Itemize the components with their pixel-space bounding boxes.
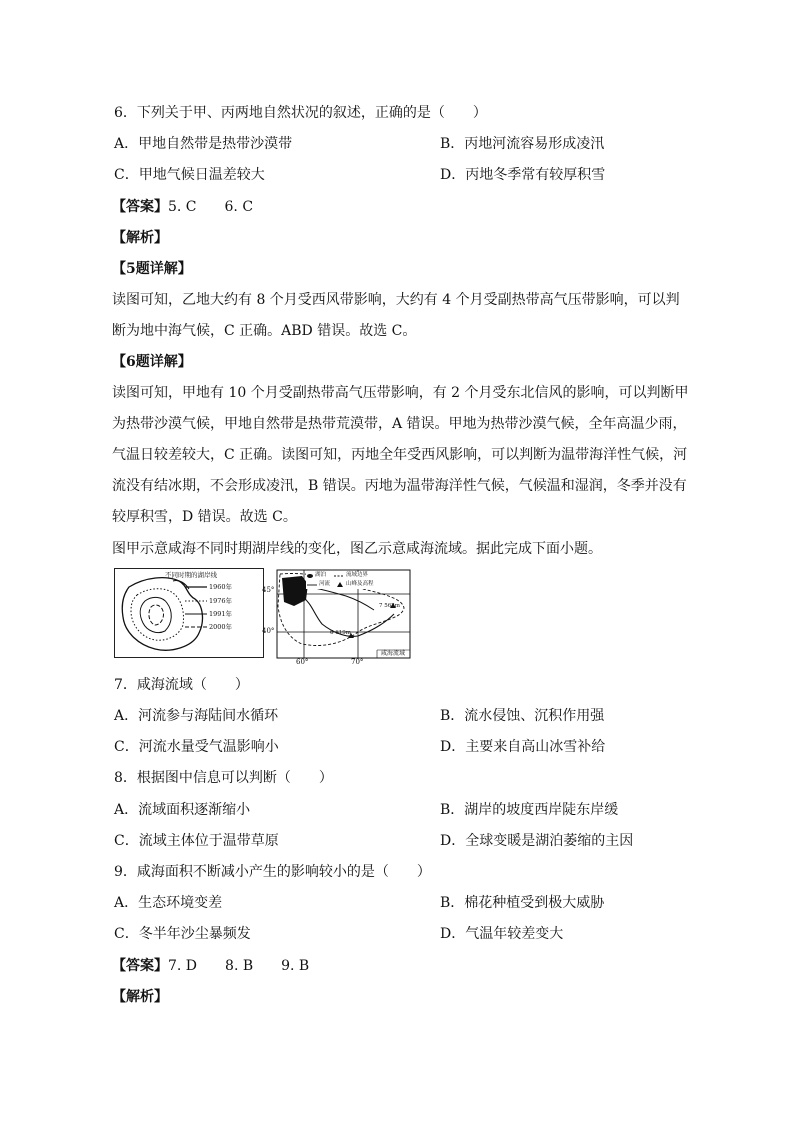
- q8-option-a: A．流域面积逐渐缩小: [114, 802, 251, 818]
- shoreline-2000: [149, 605, 164, 625]
- legend-1991: 1991年: [209, 610, 233, 618]
- figure-b-caption: 咸海流域: [381, 650, 406, 657]
- lon-70-label: 70°: [351, 658, 364, 666]
- analysis-heading: 【解析】: [112, 230, 168, 246]
- q9-option-c: C．冬半年沙尘暴频发: [114, 926, 251, 942]
- q7-option-d: D．主要来自高山冰雪补给: [440, 739, 606, 755]
- legend-2000: 2000年: [209, 623, 233, 631]
- answer-value: 5. C 6. C: [168, 199, 254, 215]
- detail-5-line: 读图可知，乙地大约有 8 个月受西风带影响，大约有 4 个月受副热带高气压带影响，可以判: [112, 292, 680, 308]
- q9-option-d: D．气温年较差变大: [440, 926, 564, 942]
- detail-6-title: 【6题详解】: [112, 354, 192, 370]
- detail-5-title: 【5题详解】: [112, 261, 192, 277]
- figure-a-title: 不同时期的湖岸线: [165, 571, 217, 579]
- q6-option-c: C．甲地气候日温差较大: [114, 167, 265, 183]
- detail-6-line: 气温日较差较大，C 正确。读图可知，丙地全年受西风影响，可以判断为温带海洋性气候，河: [112, 447, 688, 463]
- legend-1976: 1976年: [209, 597, 233, 605]
- detail-6-line: 读图可知，甲地有 10 个月受副热带高气压带影响，有 2 个月受东北信风的影响，可以判断甲: [112, 385, 689, 401]
- answer-7-9: [112, 957, 309, 975]
- detail-6-line: 为热带沙漠气候，甲地自然带是热带荒漠带，A 错误。甲地为热带沙漠气候，全年高温少雨，: [112, 416, 687, 432]
- q7-option-a: A．河流参与海陆间水循环: [114, 708, 279, 724]
- q6-option-d: D．丙地冬季常有较厚积雪: [440, 167, 606, 183]
- legend-1960: 1960年: [209, 583, 233, 591]
- peak-elevation-1: 7 562m: [379, 603, 400, 609]
- q8-option-d: D．全球变暖是湖泊萎缩的主因: [440, 833, 634, 849]
- q9-option-a: A．生态环境变差: [114, 895, 223, 911]
- lon-60-label: 60°: [296, 658, 309, 666]
- lat-40-label: 40°: [262, 627, 275, 635]
- q8-stem: 8．根据图中信息可以判断（ ）: [114, 770, 333, 786]
- figure-a-shorelines: [114, 568, 264, 658]
- legend-boundary: 流域边界: [346, 572, 369, 578]
- legend-river: 河流: [319, 581, 331, 587]
- q6-option-a: A．甲地自然带是热带沙漠带: [114, 136, 293, 152]
- answer-value: 7. D 8. B 9. B: [168, 958, 310, 974]
- legend-lake: 湖泊: [315, 572, 327, 578]
- lake-legend-icon: [307, 574, 313, 578]
- island-outline: [173, 580, 189, 589]
- q6-stem: 6．下列关于甲、丙两地自然状况的叙述，正确的是（ ）: [114, 105, 487, 121]
- detail-5-line: 断为地中海气候，C 正确。ABD 错误。故选 C。: [112, 323, 417, 339]
- q6-option-b: B．丙地河流容易形成凌汛: [440, 136, 605, 152]
- answer-label: 【答案】: [112, 958, 168, 974]
- q7-option-c: C．河流水量受气温影响小: [114, 739, 279, 755]
- q8-option-b: B．湖岸的坡度西岸陡东岸缓: [440, 802, 619, 818]
- peak-elevation-2: 6 619m: [330, 630, 351, 636]
- lat-45-label: 45°: [262, 586, 275, 594]
- q9-stem: 9．咸海面积不断减小产生的影响较小的是（ ）: [114, 864, 431, 880]
- analysis-heading: 【解析】: [112, 989, 168, 1005]
- detail-6-line: 流没有结冰期，不会形成凌汛，B 错误。丙地为温带海洋性气候，气候温和湿润，冬季并没有: [112, 478, 687, 494]
- q7-stem: 7．咸海流域（ ）: [114, 677, 249, 693]
- detail-6-line: 较厚积雪，D 错误。故选 C。: [112, 509, 297, 525]
- q8-option-c: C．流域主体位于温带草原: [114, 833, 279, 849]
- answer-label: 【答案】: [112, 199, 168, 215]
- answer-5-6: [112, 198, 253, 216]
- q9-option-b: B．棉花种植受到极大威胁: [440, 895, 605, 911]
- intro-text: 图甲示意咸海不同时期湖岸线的变化，图乙示意咸海流域。据此完成下面小题。: [112, 541, 602, 557]
- q7-option-b: B．流水侵蚀、沉积作用强: [440, 708, 605, 724]
- legend-peak: 山峰及高程: [346, 581, 374, 587]
- figure-b-basin: [262, 566, 414, 666]
- shoreline-1991: [140, 597, 171, 632]
- shoreline-map: [115, 569, 263, 657]
